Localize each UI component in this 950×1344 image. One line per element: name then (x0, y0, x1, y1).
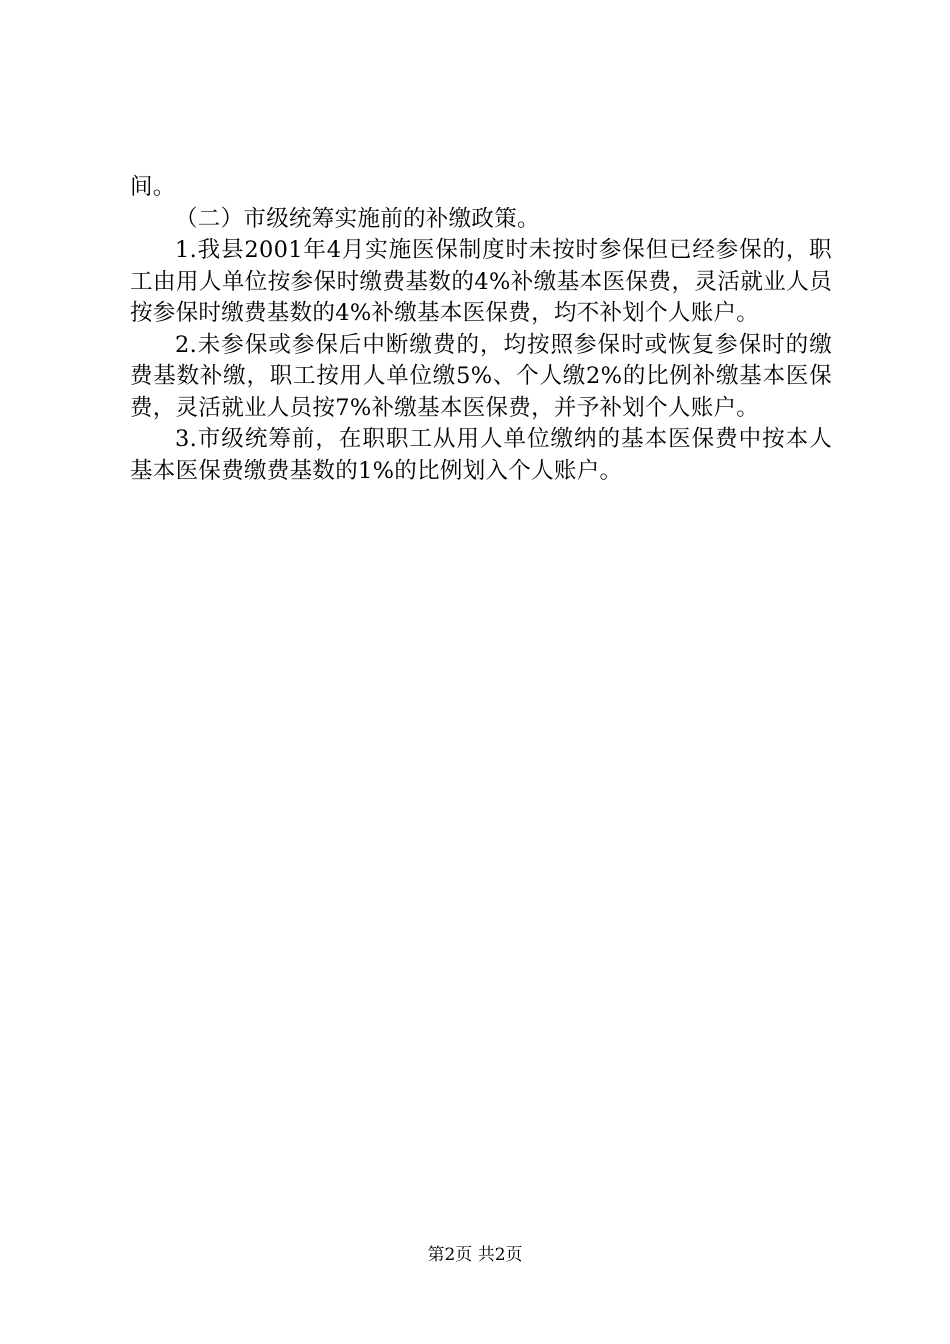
paragraph-item-2: 2.未参保或参保后中断缴费的，均按照参保时或恢复参保时的缴费基数补缴，职工按用人单位缴5%、个人缴2%的比例补缴基本医保费，灵活就业人员按7%补缴基本医保费，并予补划个人账户。 (130, 331, 832, 421)
paragraph-item-3: 3.市级统筹前，在职职工从用人单位缴纳的基本医保费中按本人基本医保费缴费基数的1%的比例划入个人账户。 (130, 426, 832, 484)
paragraph-item-1: 1.我县2001年4月实施医保制度时未按时参保但已经参保的，职工由用人单位按参保时缴费基数的4%补缴基本医保费，灵活就业人员按参保时缴费基数的4%补缴基本医保费，均不补划个人账户。 (130, 237, 832, 326)
page-number-label: 第2页 共2页 (427, 1245, 523, 1265)
section-heading: （二）市级统筹实施前的补缴政策。 (175, 205, 540, 232)
page-footer (0, 1243, 950, 1267)
paragraph-continuation: 间。 (130, 174, 176, 200)
document-body (130, 172, 832, 487)
